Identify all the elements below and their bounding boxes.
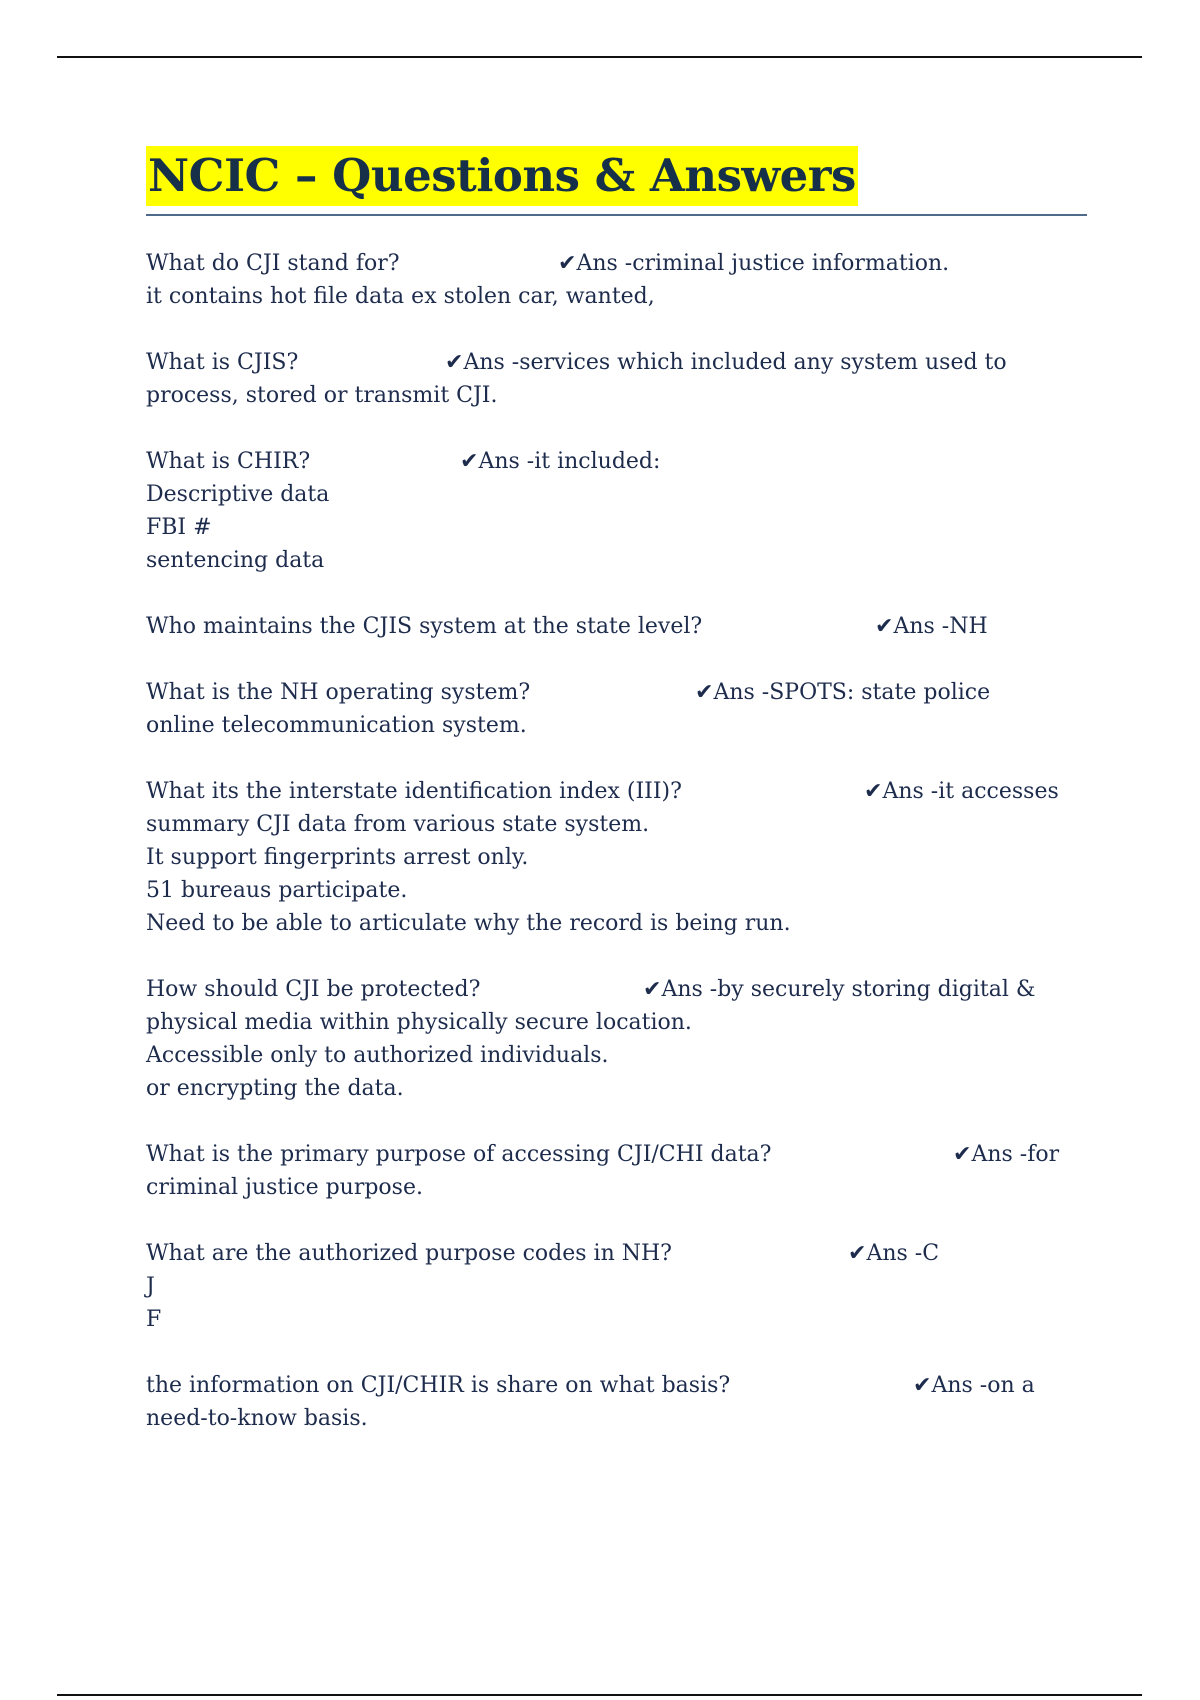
qa-item: [146, 1369, 1096, 1435]
answer-continuation: sentencing data: [146, 548, 325, 573]
answer-continuation: criminal justice purpose.: [146, 1175, 423, 1200]
header-rule: [57, 56, 1142, 58]
question-line: [146, 247, 1096, 280]
question-text: Who maintains the CJIS system at the state level?: [146, 614, 703, 639]
answer-text: [460, 445, 660, 478]
answer-text: [875, 610, 988, 643]
qa-item: [146, 247, 1096, 313]
answer-text: [953, 1138, 1059, 1171]
answer-continuation: it contains hot file data ex stolen car, wanted,: [146, 284, 655, 309]
question-line: [146, 676, 1096, 709]
answer-continuation: need-to-know basis.: [146, 1406, 368, 1431]
question-text: What is CHIR?: [146, 449, 311, 474]
answer-first-line: Ans -NH: [893, 614, 988, 639]
qa-item: [146, 676, 1096, 742]
answer-first-line: Ans -it included:: [478, 449, 661, 474]
question-text: What is the primary purpose of accessing CJI/CHI data?: [146, 1142, 772, 1167]
check-icon: ✔: [875, 614, 894, 639]
question-text: How should CJI be protected?: [146, 977, 481, 1002]
answer-continuation: or encrypting the data.: [146, 1076, 404, 1101]
check-icon: ✔: [953, 1142, 972, 1167]
question-line: [146, 1369, 1096, 1402]
check-icon: ✔: [643, 977, 662, 1002]
qa-item: [146, 1138, 1096, 1204]
answer-first-line: Ans -services which included any system used to: [463, 350, 1007, 375]
qa-item: [146, 346, 1096, 412]
page-title: NCIC – Questions & Answers: [146, 146, 858, 206]
answer-continuation: J: [146, 1274, 155, 1299]
question-line: [146, 445, 1096, 478]
answer-continuation: summary CJI data from various state system.: [146, 812, 650, 837]
answer-text: [445, 346, 1007, 379]
question-line: [146, 1237, 1096, 1270]
question-text: What are the authorized purpose codes in NH?: [146, 1241, 672, 1266]
answer-first-line: Ans -for: [971, 1142, 1060, 1167]
answer-continuation: F: [146, 1307, 162, 1332]
answer-text: [864, 775, 1059, 808]
check-icon: ✔: [695, 680, 714, 705]
answer-first-line: Ans -C: [866, 1241, 940, 1266]
question-line: [146, 775, 1096, 808]
question-line: [146, 610, 1096, 643]
qa-item: [146, 775, 1096, 940]
question-text: the information on CJI/CHIR is share on what basis?: [146, 1373, 731, 1398]
check-icon: ✔: [913, 1373, 932, 1398]
answer-continuation: Descriptive data: [146, 482, 330, 507]
check-icon: ✔: [864, 779, 883, 804]
title-underline: [146, 214, 1087, 216]
check-icon: ✔: [460, 449, 479, 474]
question-line: [146, 1138, 1096, 1171]
answer-continuation: process, stored or transmit CJI.: [146, 383, 498, 408]
answer-continuation: physical media within physically secure location.: [146, 1010, 692, 1035]
answer-first-line: Ans -by securely storing digital &: [661, 977, 1036, 1002]
answer-continuation: Need to be able to articulate why the record is being run.: [146, 911, 791, 936]
question-text: What its the interstate identification index (III)?: [146, 779, 682, 804]
question-line: [146, 973, 1096, 1006]
question-text: What do CJI stand for?: [146, 251, 400, 276]
qa-item: [146, 1237, 1096, 1336]
question-text: What is CJIS?: [146, 350, 299, 375]
qa-list: [146, 247, 1096, 1468]
answer-text: [695, 676, 990, 709]
answer-text: [848, 1237, 939, 1270]
qa-item: [146, 610, 1096, 643]
answer-first-line: Ans -it accesses: [882, 779, 1059, 804]
answer-first-line: Ans -SPOTS: state police: [713, 680, 991, 705]
question-text: What is the NH operating system?: [146, 680, 531, 705]
answer-first-line: Ans -criminal justice information.: [576, 251, 950, 276]
qa-item: [146, 973, 1096, 1105]
answer-text: [643, 973, 1036, 1006]
qa-item: [146, 445, 1096, 577]
check-icon: ✔: [848, 1241, 867, 1266]
answer-continuation: It support fingerprints arrest only.: [146, 845, 529, 870]
answer-continuation: 51 bureaus participate.: [146, 878, 408, 903]
answer-continuation: online telecommunication system.: [146, 713, 527, 738]
footer-rule: [57, 1694, 1142, 1696]
answer-continuation: Accessible only to authorized individuals.: [146, 1043, 609, 1068]
check-icon: ✔: [558, 251, 577, 276]
answer-text: [913, 1369, 1035, 1402]
check-icon: ✔: [445, 350, 464, 375]
answer-continuation: FBI #: [146, 515, 212, 540]
answer-text: [558, 247, 949, 280]
answer-first-line: Ans -on a: [931, 1373, 1035, 1398]
question-line: [146, 346, 1096, 379]
